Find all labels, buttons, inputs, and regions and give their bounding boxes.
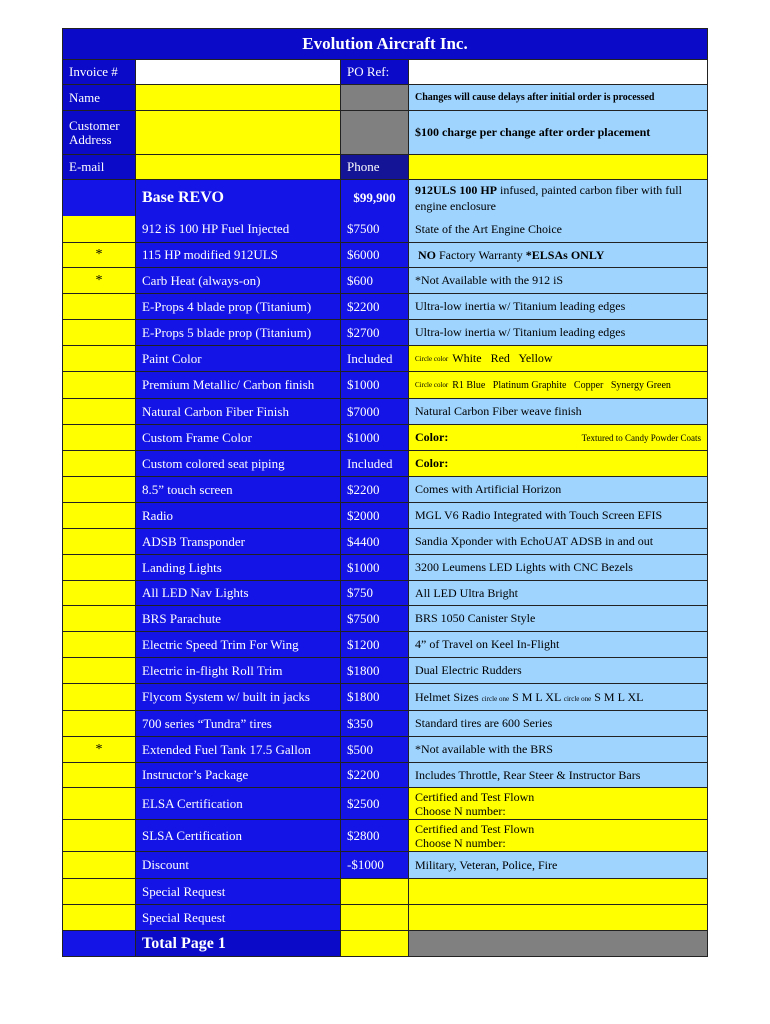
option-note: MGL V6 Radio Integrated with Touch Screen EFIS	[409, 503, 707, 528]
option-label: All LED Nav Lights	[136, 581, 341, 605]
option-note: *Not available with the BRS	[409, 737, 707, 762]
option-label: SLSA Certification	[136, 820, 341, 851]
invoice-input[interactable]	[136, 60, 341, 84]
piping-color-label[interactable]: Color:	[415, 456, 449, 470]
option-price: $2000	[341, 503, 409, 528]
n-number-field[interactable]: Choose N number:	[415, 803, 506, 818]
special-price-input[interactable]	[341, 879, 409, 904]
option-row	[63, 371, 707, 398]
base-row	[63, 179, 707, 216]
option-row	[63, 851, 707, 878]
name-label: Name	[63, 85, 136, 110]
option-label: Extended Fuel Tank 17.5 Gallon	[136, 737, 341, 762]
option-label: 8.5” touch screen	[136, 477, 341, 502]
option-row	[63, 736, 707, 762]
option-row	[63, 293, 707, 319]
option-label: E-Props 5 blade prop (Titanium)	[136, 320, 341, 345]
option-label: 115 HP modified 912ULS	[136, 243, 341, 267]
option-label: Custom Frame Color	[136, 425, 341, 450]
option-select-cell[interactable]	[63, 658, 136, 683]
option-label: Discount	[136, 852, 341, 878]
frame-color-note: Textured to Candy Powder Coats	[581, 432, 701, 443]
address-label: Address	[69, 131, 112, 147]
option-label: Special Request	[136, 879, 341, 904]
option-note: BRS 1050 Canister Style	[409, 606, 707, 631]
option-label: Paint Color	[136, 346, 341, 371]
name-gray-cell	[341, 85, 409, 110]
option-note: Ultra-low inertia w/ Titanium leading edges	[409, 294, 707, 319]
option-row	[63, 631, 707, 657]
option-select-cell[interactable]: *	[63, 268, 136, 293]
option-price: Included	[341, 451, 409, 476]
option-note: Dual Electric Rudders	[409, 658, 707, 683]
option-price: $2200	[341, 763, 409, 787]
warranty-no: NO	[418, 247, 436, 262]
option-note	[409, 788, 707, 819]
helmet-sizes-label: Helmet Sizes	[415, 689, 479, 704]
customer-address-label	[63, 111, 136, 154]
helmet-sizes-options[interactable]: S M L XL	[512, 689, 561, 704]
option-select-cell[interactable]	[63, 477, 136, 502]
premium-color-options[interactable]: R1 Blue Platinum Graphite Copper Synergy Green	[452, 379, 671, 391]
option-note	[409, 684, 707, 710]
po-label: PO Ref:	[341, 60, 409, 84]
option-select-cell[interactable]: *	[63, 243, 136, 267]
option-note: *Not Available with the 912 iS	[409, 268, 707, 293]
option-row	[63, 476, 707, 502]
option-label: 912 iS 100 HP Fuel Injected	[136, 216, 341, 242]
option-note	[409, 425, 707, 450]
option-select-cell[interactable]	[63, 581, 136, 605]
changes-notice: Changes will cause delays after initial order is processed	[409, 85, 707, 110]
option-note: Sandia Xponder with EchoUAT ADSB in and out	[409, 529, 707, 554]
option-note	[409, 451, 707, 476]
option-label: ELSA Certification	[136, 788, 341, 819]
cert-note-line: Certified and Test Flown	[415, 789, 535, 804]
special-request-input[interactable]	[409, 905, 707, 930]
special-request-input[interactable]	[409, 879, 707, 904]
option-select-cell[interactable]	[63, 425, 136, 450]
helmet-sizes-options[interactable]: S M L XL	[594, 689, 644, 704]
option-price: $600	[341, 268, 409, 293]
option-label: E-Props 4 blade prop (Titanium)	[136, 294, 341, 319]
option-select-cell[interactable]	[63, 555, 136, 580]
option-price: $7000	[341, 399, 409, 424]
base-note-rest: infused, painted carbon fiber with full engine enclosure	[415, 183, 682, 213]
warranty-mid: Factory Warranty	[436, 247, 526, 262]
option-row	[63, 878, 707, 904]
option-price: $2200	[341, 294, 409, 319]
option-row	[63, 450, 707, 476]
circle-color-hint: Circle color	[415, 354, 449, 363]
invoice-row	[63, 59, 707, 84]
option-row	[63, 580, 707, 605]
option-price: $2800	[341, 820, 409, 851]
order-form	[62, 28, 708, 957]
option-price: Included	[341, 346, 409, 371]
phone-label: Phone	[341, 155, 409, 179]
option-price: $2700	[341, 320, 409, 345]
n-number-field[interactable]: Choose N number:	[415, 835, 506, 850]
option-select-cell[interactable]	[63, 294, 136, 319]
option-select-cell[interactable]	[63, 711, 136, 736]
invoice-label: Invoice #	[63, 60, 136, 84]
option-row	[63, 657, 707, 683]
address-input[interactable]	[136, 111, 341, 154]
option-label: Landing Lights	[136, 555, 341, 580]
option-note: Standard tires are 600 Series	[409, 711, 707, 736]
email-row	[63, 154, 707, 179]
circle-one-hint: circle one	[481, 694, 510, 703]
option-row	[63, 424, 707, 450]
option-select-cell[interactable]	[63, 632, 136, 657]
po-input[interactable]	[409, 60, 707, 84]
total-row	[63, 930, 707, 956]
option-row	[63, 710, 707, 736]
total-star-cell	[63, 931, 136, 956]
option-select-cell[interactable]	[63, 905, 136, 930]
option-select-cell[interactable]	[63, 820, 136, 851]
option-select-cell[interactable]	[63, 606, 136, 631]
option-price: $1000	[341, 425, 409, 450]
option-label: Electric Speed Trim For Wing	[136, 632, 341, 657]
option-row	[63, 605, 707, 631]
option-price: $1800	[341, 684, 409, 710]
option-select-cell[interactable]	[63, 684, 136, 710]
option-row	[63, 398, 707, 424]
option-select-cell[interactable]	[63, 216, 136, 242]
email-label: E-mail	[63, 155, 136, 179]
company-title: Evolution Aircraft Inc.	[63, 29, 707, 59]
option-label: Electric in-flight Roll Trim	[136, 658, 341, 683]
total-gray-cell	[409, 931, 707, 956]
option-label: Carb Heat (always-on)	[136, 268, 341, 293]
option-price: $1800	[341, 658, 409, 683]
base-note	[409, 180, 707, 216]
option-row	[63, 904, 707, 930]
option-select-cell[interactable]	[63, 788, 136, 819]
option-note: State of the Art Engine Choice	[409, 216, 707, 242]
option-label: Natural Carbon Fiber Finish	[136, 399, 341, 424]
circle-color-hint: Circle color	[415, 381, 449, 389]
special-price-input[interactable]	[341, 905, 409, 930]
option-select-cell[interactable]	[63, 763, 136, 787]
option-label: Instructor’s Package	[136, 763, 341, 787]
option-row	[63, 267, 707, 293]
cert-note-line: Certified and Test Flown	[415, 821, 535, 836]
circle-one-hint: circle one	[563, 694, 592, 703]
option-note	[409, 820, 707, 851]
option-row	[63, 319, 707, 345]
base-star-cell	[63, 180, 136, 216]
option-select-cell[interactable]: *	[63, 737, 136, 762]
base-note-bold: 912ULS 100 HP	[415, 183, 498, 197]
option-label: Flycom System w/ built in jacks	[136, 684, 341, 710]
option-note	[409, 243, 707, 267]
option-price: $1000	[341, 372, 409, 398]
option-label: Radio	[136, 503, 341, 528]
option-row	[63, 787, 707, 819]
option-select-cell[interactable]	[63, 399, 136, 424]
warranty-elsa: *ELSAs ONLY	[525, 247, 605, 262]
name-row	[63, 84, 707, 110]
base-label: Base REVO	[136, 180, 341, 216]
option-note: Comes with Artificial Horizon	[409, 477, 707, 502]
base-price: $99,900	[341, 180, 409, 216]
option-price: $6000	[341, 243, 409, 267]
name-input[interactable]	[136, 85, 341, 110]
option-price: -$1000	[341, 852, 409, 878]
title-row	[63, 29, 707, 59]
option-price: $7500	[341, 606, 409, 631]
option-price: $2500	[341, 788, 409, 819]
option-note: 4” of Travel on Keel In-Flight	[409, 632, 707, 657]
options-list	[63, 216, 707, 930]
option-row	[63, 242, 707, 267]
option-price: $350	[341, 711, 409, 736]
option-select-cell[interactable]	[63, 320, 136, 345]
option-label: Special Request	[136, 905, 341, 930]
phone-input[interactable]	[409, 155, 707, 179]
option-label: Premium Metallic/ Carbon finish	[136, 372, 341, 398]
option-select-cell[interactable]	[63, 503, 136, 528]
option-select-cell[interactable]	[63, 346, 136, 371]
option-select-cell[interactable]	[63, 529, 136, 554]
option-note: Natural Carbon Fiber weave finish	[409, 399, 707, 424]
option-row	[63, 762, 707, 787]
option-price: $750	[341, 581, 409, 605]
option-label: Custom colored seat piping	[136, 451, 341, 476]
option-label: 700 series “Tundra” tires	[136, 711, 341, 736]
option-price: $1000	[341, 555, 409, 580]
option-row	[63, 554, 707, 580]
option-row	[63, 502, 707, 528]
option-label: BRS Parachute	[136, 606, 341, 631]
total-price-input[interactable]	[341, 931, 409, 956]
frame-color-label[interactable]: Color:	[415, 430, 449, 444]
option-price: $4400	[341, 529, 409, 554]
option-price: $500	[341, 737, 409, 762]
option-row	[63, 819, 707, 851]
option-note	[409, 346, 707, 371]
option-row	[63, 683, 707, 710]
option-row	[63, 216, 707, 242]
option-select-cell[interactable]	[63, 372, 136, 398]
option-row	[63, 345, 707, 371]
address-gray-cell	[341, 111, 409, 154]
total-label: Total Page 1	[136, 931, 341, 956]
option-note	[409, 372, 707, 398]
email-input[interactable]	[136, 155, 341, 179]
option-row	[63, 528, 707, 554]
paint-color-options[interactable]: White Red Yellow	[452, 351, 553, 365]
option-note: All LED Ultra Bright	[409, 581, 707, 605]
option-note: Includes Throttle, Rear Steer & Instructor Bars	[409, 763, 707, 787]
customer-label: Customer	[69, 117, 120, 133]
option-select-cell[interactable]	[63, 852, 136, 878]
option-select-cell[interactable]	[63, 879, 136, 904]
option-label: ADSB Transponder	[136, 529, 341, 554]
option-note: Ultra-low inertia w/ Titanium leading edges	[409, 320, 707, 345]
option-note: Military, Veteran, Police, Fire	[409, 852, 707, 878]
option-price: $1200	[341, 632, 409, 657]
option-note: 3200 Leumens LED Lights with CNC Bezels	[409, 555, 707, 580]
option-select-cell[interactable]	[63, 451, 136, 476]
address-row	[63, 110, 707, 154]
option-price: $2200	[341, 477, 409, 502]
charge-notice: $100 charge per change after order placement	[409, 111, 707, 154]
option-price: $7500	[341, 216, 409, 242]
